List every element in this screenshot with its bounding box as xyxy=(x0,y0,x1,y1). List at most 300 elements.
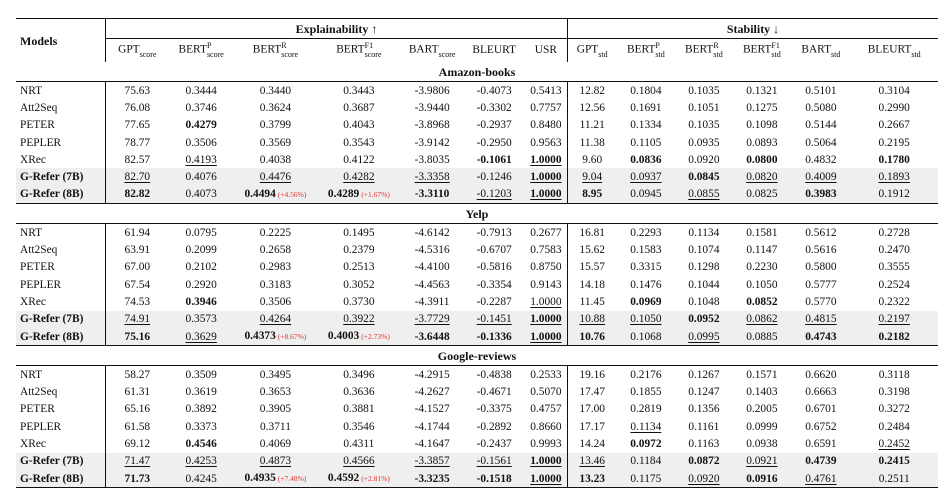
stability-value: 0.5144 xyxy=(805,119,837,132)
stability-metric-header: BLEURT std xyxy=(867,43,921,59)
stability-value: 0.1074 xyxy=(688,244,720,257)
stability-value: 0.0969 xyxy=(630,295,662,308)
explainability-value: 0.3687 xyxy=(343,101,375,114)
explainability-value: -0.1061 xyxy=(476,153,512,166)
explainability-value: 0.4476 xyxy=(234,168,317,185)
stability-value: 0.5080 xyxy=(805,101,837,114)
table-row xyxy=(16,151,938,168)
stability-value: 0.1356 xyxy=(688,403,720,416)
stability-value: 0.1691 xyxy=(630,101,662,114)
explainability-value: 61.94 xyxy=(124,226,151,239)
explainability-value: 0.3052 xyxy=(343,278,375,291)
table-row xyxy=(16,435,938,452)
explainability-value: 0.2102 xyxy=(185,261,217,274)
explainability-value: 61.58 xyxy=(124,420,151,433)
stability-value: 0.1571 xyxy=(746,368,778,381)
stability-value: 0.2452 xyxy=(878,437,910,450)
explainability-value: 0.3799 xyxy=(259,119,292,132)
stability-metric-header: BERT F1 std xyxy=(742,41,781,59)
stability-value: 0.3555 xyxy=(878,261,910,274)
model-name: G-Refer (8B) xyxy=(16,328,106,346)
explainability-value: 1.0000 xyxy=(525,470,568,488)
explainability-value: 1.0000 xyxy=(525,168,568,185)
explainability-value: 74.53 xyxy=(124,295,151,308)
explainability-metric-header: BART score xyxy=(408,43,456,59)
explainability-value: 0.2920 xyxy=(185,278,217,291)
stability-value: 0.1098 xyxy=(746,119,778,132)
explainability-value: -0.4838 xyxy=(476,368,512,381)
stability-value: 0.4739 xyxy=(791,453,850,470)
improvement-label: (+7.48%) xyxy=(277,474,307,484)
explainability-value: 0.3506 xyxy=(185,136,217,149)
explainability-value: 1.0000 xyxy=(525,186,568,204)
model-name: PEPLER xyxy=(16,276,106,293)
explainability-value: 58.27 xyxy=(124,368,151,381)
explainability-value: -0.7913 xyxy=(476,226,512,239)
stability-value: 0.2819 xyxy=(630,403,662,416)
explainability-value: -0.5816 xyxy=(476,261,512,274)
stability-value: 0.5800 xyxy=(805,261,837,274)
explainability-value: 0.4003 (+2.73%) xyxy=(317,328,400,346)
model-name: Att2Seq xyxy=(16,241,106,258)
explainability-value: -3.6448 xyxy=(401,328,464,346)
explainability-value: 1.0000 xyxy=(525,151,568,168)
explainability-value: -4.1744 xyxy=(414,420,450,433)
explainability-value: 0.3573 xyxy=(169,311,234,328)
explainability-value: 0.4311 xyxy=(343,437,375,450)
explainability-value: 0.4193 xyxy=(185,153,217,166)
explainability-value: 69.12 xyxy=(124,437,151,450)
stability-value: 0.0920 xyxy=(688,153,720,166)
stability-value: 0.2728 xyxy=(878,226,910,239)
explainability-value: 82.57 xyxy=(124,153,151,166)
explainability-value: 0.3496 xyxy=(343,368,375,381)
explainability-value: -3.8035 xyxy=(414,153,450,166)
header-group-row xyxy=(16,19,938,39)
stability-value: 0.0920 xyxy=(675,470,732,488)
stability-value: 0.1321 xyxy=(746,84,778,97)
model-name: NRT xyxy=(16,224,106,242)
stability-value: 0.5612 xyxy=(805,226,837,239)
explainability-value: 0.3543 xyxy=(343,136,375,149)
stability-value: 0.4009 xyxy=(791,168,850,185)
stability-value: 0.2293 xyxy=(630,226,662,239)
section-title: Amazon-books xyxy=(16,62,938,82)
stability-value: 0.5777 xyxy=(805,278,837,291)
explainability-value: -3.7729 xyxy=(401,311,464,328)
stability-value: 0.1051 xyxy=(688,101,720,114)
stability-value: 10.88 xyxy=(568,311,617,328)
explainability-value: -4.1647 xyxy=(414,437,450,450)
explainability-value: -4.3911 xyxy=(414,295,450,308)
stability-value: 12.82 xyxy=(579,84,606,97)
stability-value: 0.2182 xyxy=(850,328,938,346)
stability-value: 0.1804 xyxy=(630,84,662,97)
table-row xyxy=(16,134,938,151)
stability-value: 0.1134 xyxy=(688,226,720,239)
explainability-value: 0.2099 xyxy=(185,244,217,257)
stability-value: 0.0893 xyxy=(746,136,778,149)
explainability-value: 0.4043 xyxy=(343,119,375,132)
stability-value: 0.1334 xyxy=(630,119,662,132)
stability-value: 0.0820 xyxy=(732,168,791,185)
table-row xyxy=(16,366,938,384)
stability-metric-header: GPT std xyxy=(576,43,608,59)
explainability-value: -0.3375 xyxy=(476,403,512,416)
explainability-value: -3.9806 xyxy=(414,84,450,97)
table-row xyxy=(16,401,938,418)
explainability-value: -4.4100 xyxy=(414,261,450,274)
explainability-value: -0.3302 xyxy=(476,101,512,114)
explainability-value: 76.08 xyxy=(124,101,151,114)
explainability-value: 0.4873 xyxy=(234,453,317,470)
stability-value: 0.4832 xyxy=(805,153,837,166)
explainability-metric-header: BERT R score xyxy=(252,41,299,59)
stability-value: 0.3272 xyxy=(878,403,910,416)
explainability-value: 75.63 xyxy=(124,84,151,97)
table-row xyxy=(16,241,938,258)
stability-value: 0.1048 xyxy=(688,295,720,308)
stability-value: 0.2230 xyxy=(746,261,778,274)
stability-value: 14.24 xyxy=(579,437,606,450)
explainability-value: 0.9563 xyxy=(525,134,568,151)
explainability-value: 0.3624 xyxy=(259,101,292,114)
stability-value: 0.1050 xyxy=(746,278,778,291)
explainability-value: 0.3653 xyxy=(259,386,292,399)
stability-value: 11.21 xyxy=(579,119,605,132)
metric-header-row xyxy=(16,39,938,63)
explainability-value: -3.3235 xyxy=(401,470,464,488)
stability-value: 0.0938 xyxy=(746,437,778,450)
explainability-value: 61.31 xyxy=(124,386,151,399)
stability-value: 17.47 xyxy=(579,386,606,399)
stability-value: 0.3315 xyxy=(630,261,662,274)
stability-metric-header: BERT R std xyxy=(684,41,723,59)
stability-value: 0.0845 xyxy=(675,168,732,185)
stability-value: 0.0872 xyxy=(675,453,732,470)
stability-value: 0.2524 xyxy=(878,278,910,291)
results-body xyxy=(16,62,938,488)
stability-value: 0.1068 xyxy=(616,328,675,346)
explainability-value: -4.6142 xyxy=(414,226,450,239)
stability-value: 0.0855 xyxy=(675,186,732,204)
explainability-value: 0.4038 xyxy=(259,153,292,166)
model-name: G-Refer (7B) xyxy=(16,168,106,185)
explainability-value: 0.3495 xyxy=(259,368,292,381)
table-row xyxy=(16,117,938,134)
stability-value: 0.1035 xyxy=(688,84,720,97)
explainability-value: 0.4494 (+4.56%) xyxy=(234,186,317,204)
explainability-value: -0.4671 xyxy=(476,386,512,399)
model-name: NRT xyxy=(16,366,106,384)
model-name: Att2Seq xyxy=(16,99,106,116)
explainability-value: 0.8750 xyxy=(525,259,568,276)
explainability-value: 0.7583 xyxy=(525,241,568,258)
explainability-value: 0.4069 xyxy=(259,437,292,450)
explainability-value: 0.7757 xyxy=(525,99,568,116)
explainability-value: -4.2627 xyxy=(414,386,450,399)
stability-value: 0.1044 xyxy=(688,278,720,291)
explainability-value: -0.1451 xyxy=(464,311,525,328)
stability-value: 0.0862 xyxy=(732,311,791,328)
improvement-label: (+1.67%) xyxy=(361,189,390,199)
explainability-metric-header: BERT P score xyxy=(178,41,224,59)
stability-value: 0.0836 xyxy=(630,153,662,166)
section-title: Yelp xyxy=(16,204,938,224)
explainability-value: 0.4289 (+1.67%) xyxy=(317,186,400,204)
explainability-value: 0.4073 xyxy=(169,186,234,204)
explainability-value: -3.8968 xyxy=(414,119,450,132)
model-name: G-Refer (7B) xyxy=(16,311,106,328)
stability-value: 0.0921 xyxy=(732,453,791,470)
explainability-value: 0.4122 xyxy=(343,153,375,166)
section-title: Google-reviews xyxy=(16,346,938,366)
stability-value: 0.0825 xyxy=(732,186,791,204)
explainability-value: -0.6707 xyxy=(476,244,512,257)
explainability-value: -0.2287 xyxy=(476,295,512,308)
explainability-value: 0.8660 xyxy=(525,418,568,435)
explainability-value: 0.3509 xyxy=(185,368,217,381)
explainability-value: 0.3619 xyxy=(185,386,217,399)
table-row xyxy=(16,168,938,185)
stability-value: 11.38 xyxy=(579,136,605,149)
stability-value: 0.4761 xyxy=(791,470,850,488)
table-row xyxy=(16,276,938,293)
stability-value: 0.3104 xyxy=(878,84,910,97)
stability-value: 15.57 xyxy=(579,261,606,274)
stability-value: 0.1161 xyxy=(688,420,720,433)
explainability-value: -3.9142 xyxy=(414,136,450,149)
explainability-value: 0.8480 xyxy=(525,117,568,134)
results-table-container xyxy=(16,18,938,488)
explainability-value: 67.54 xyxy=(124,278,151,291)
explainability-value: 0.3444 xyxy=(185,84,217,97)
table-row xyxy=(16,293,938,310)
explainability-value: -3.3110 xyxy=(401,186,464,204)
explainability-value: 0.2379 xyxy=(343,244,375,257)
stability-value: 0.6752 xyxy=(805,420,837,433)
stability-value: 0.5770 xyxy=(805,295,837,308)
explainability-value: -0.1246 xyxy=(464,168,525,185)
stability-value: 0.0999 xyxy=(746,420,778,433)
explainability-value: -3.9440 xyxy=(414,101,450,114)
explainability-value: -0.3354 xyxy=(476,278,512,291)
explainability-value: 77.65 xyxy=(124,119,151,132)
stability-value: 0.0916 xyxy=(732,470,791,488)
stability-value: 0.0937 xyxy=(616,168,675,185)
stability-value: 0.2415 xyxy=(850,453,938,470)
explainability-metric-header: USR xyxy=(525,39,568,63)
explainability-value: 0.2677 xyxy=(525,224,568,242)
explainability-value: 0.5413 xyxy=(525,82,568,100)
stability-value: 0.5616 xyxy=(805,244,837,257)
explainability-value: 0.9143 xyxy=(525,276,568,293)
explainability-value: 0.3546 xyxy=(343,420,375,433)
stability-value: 0.6620 xyxy=(805,368,837,381)
model-name: Att2Seq xyxy=(16,383,106,400)
stability-value: 0.1163 xyxy=(688,437,720,450)
explainability-value: 0.4282 xyxy=(317,168,400,185)
stability-value: 17.00 xyxy=(579,403,606,416)
stability-value: 0.0972 xyxy=(630,437,662,450)
explainability-header: Explainability ↑ xyxy=(106,19,568,39)
stability-value: 0.2470 xyxy=(878,244,910,257)
explainability-value: 0.3892 xyxy=(185,403,217,416)
stability-header: Stability ↓ xyxy=(568,19,938,39)
improvement-label: (+2.73%) xyxy=(361,332,390,341)
explainability-value: -3.3358 xyxy=(401,168,464,185)
explainability-value: 1.0000 xyxy=(525,293,568,310)
explainability-value: 0.3629 xyxy=(169,328,234,346)
stability-value: 0.5064 xyxy=(805,136,837,149)
stability-value: 0.1175 xyxy=(616,470,675,488)
explainability-value: 0.2658 xyxy=(259,244,292,257)
explainability-value: 1.0000 xyxy=(525,311,568,328)
model-name: NRT xyxy=(16,82,106,100)
table-row xyxy=(16,224,938,242)
explainability-value: 0.3922 xyxy=(317,311,400,328)
stability-value: 0.1912 xyxy=(850,186,938,204)
explainability-value: -4.1527 xyxy=(414,403,450,416)
stability-value: 0.2005 xyxy=(746,403,778,416)
stability-value: 10.76 xyxy=(568,328,617,346)
stability-value: 13.23 xyxy=(568,470,617,488)
explainability-value: -0.2937 xyxy=(476,119,512,132)
model-name: XRec xyxy=(16,435,106,452)
stability-value: 0.1476 xyxy=(630,278,662,291)
explainability-value: 0.3636 xyxy=(343,386,375,399)
stability-value: 17.17 xyxy=(579,420,606,433)
explainability-value: 0.2225 xyxy=(259,226,292,239)
stability-value: 0.2197 xyxy=(850,311,938,328)
explainability-value: -3.3857 xyxy=(401,453,464,470)
explainability-value: -4.4563 xyxy=(414,278,450,291)
stability-value: 0.4815 xyxy=(791,311,850,328)
explainability-value: -0.2892 xyxy=(476,420,512,433)
stability-value: 0.1583 xyxy=(630,244,662,257)
stability-value: 0.1035 xyxy=(688,119,720,132)
stability-value: 0.1184 xyxy=(616,453,675,470)
stability-value: 0.2195 xyxy=(878,136,910,149)
explainability-value: 0.3506 xyxy=(259,295,292,308)
stability-value: 0.6701 xyxy=(805,403,837,416)
explainability-value: 0.3881 xyxy=(343,403,375,416)
stability-value: 0.2990 xyxy=(878,101,910,114)
explainability-value: 0.4076 xyxy=(169,168,234,185)
stability-value: 16.81 xyxy=(579,226,606,239)
table-row xyxy=(16,186,938,204)
explainability-value: 0.5070 xyxy=(525,383,568,400)
stability-value: 8.95 xyxy=(568,186,617,204)
model-name: PETER xyxy=(16,259,106,276)
explainability-value: 0.3443 xyxy=(343,84,375,97)
stability-value: 14.18 xyxy=(579,278,606,291)
stability-value: 0.2322 xyxy=(878,295,910,308)
stability-value: 0.2667 xyxy=(878,119,910,132)
stability-value: 19.16 xyxy=(579,368,606,381)
stability-value: 0.1581 xyxy=(746,226,778,239)
explainability-value: 0.0795 xyxy=(185,226,217,239)
stability-value: 0.0945 xyxy=(616,186,675,204)
section-header-row xyxy=(16,62,938,82)
table-row xyxy=(16,328,938,346)
explainability-value: 63.91 xyxy=(124,244,151,257)
explainability-value: 0.3440 xyxy=(259,84,292,97)
section-header-row xyxy=(16,346,938,366)
stability-value: 0.4743 xyxy=(791,328,850,346)
stability-value: 9.04 xyxy=(568,168,617,185)
model-name: PETER xyxy=(16,117,106,134)
explainability-value: 82.82 xyxy=(106,186,169,204)
stability-value: 9.60 xyxy=(582,153,603,166)
explainability-value: 0.4546 xyxy=(185,437,217,450)
explainability-value: -0.1518 xyxy=(464,470,525,488)
stability-value: 0.0800 xyxy=(746,153,778,166)
stability-value: 0.6663 xyxy=(805,386,837,399)
explainability-value: 0.2983 xyxy=(259,261,292,274)
explainability-value: 0.4373 (+8.67%) xyxy=(234,328,317,346)
explainability-value: -4.5316 xyxy=(414,244,450,257)
section-header-row xyxy=(16,204,938,224)
explainability-value: 0.3730 xyxy=(343,295,375,308)
table-row xyxy=(16,418,938,435)
stability-metric-header: BART std xyxy=(801,43,841,59)
explainability-value: 0.3373 xyxy=(185,420,217,433)
explainability-value: 0.1495 xyxy=(343,226,375,239)
stability-value: 0.0995 xyxy=(675,328,732,346)
stability-value: 0.2176 xyxy=(630,368,662,381)
explainability-value: 0.3183 xyxy=(259,278,292,291)
results-table xyxy=(16,18,938,488)
model-name: G-Refer (7B) xyxy=(16,453,106,470)
table-row xyxy=(16,453,938,470)
stability-value: 0.3198 xyxy=(878,386,910,399)
stability-value: 0.3983 xyxy=(791,186,850,204)
stability-value: 0.2511 xyxy=(850,470,938,488)
stability-metric-header: BERT P std xyxy=(626,41,665,59)
table-row xyxy=(16,470,938,488)
explainability-value: -0.1203 xyxy=(464,186,525,204)
stability-value: 0.0852 xyxy=(746,295,778,308)
stability-value: 0.1780 xyxy=(878,153,910,166)
explainability-value: -0.1561 xyxy=(464,453,525,470)
explainability-value: 0.4245 xyxy=(169,470,234,488)
stability-value: 0.1275 xyxy=(746,101,778,114)
stability-value: 0.1298 xyxy=(688,261,720,274)
explainability-value: 0.4592 (+2.81%) xyxy=(317,470,400,488)
table-row xyxy=(16,383,938,400)
explainability-value: 71.73 xyxy=(106,470,169,488)
explainability-value: 67.00 xyxy=(124,261,151,274)
explainability-value: -0.2437 xyxy=(476,437,512,450)
stability-value: 0.3118 xyxy=(878,368,910,381)
stability-value: 0.1403 xyxy=(746,386,778,399)
model-name: G-Refer (8B) xyxy=(16,470,106,488)
explainability-metric-header: BLEURT xyxy=(472,44,516,56)
table-row xyxy=(16,99,938,116)
explainability-value: 0.4253 xyxy=(169,453,234,470)
explainability-value: 0.4935 (+7.48%) xyxy=(234,470,317,488)
stability-value: 12.56 xyxy=(579,101,606,114)
improvement-label: (+8.67%) xyxy=(277,332,307,341)
stability-value: 0.1247 xyxy=(688,386,720,399)
explainability-value: 0.3946 xyxy=(185,295,217,308)
stability-value: 0.1147 xyxy=(746,244,778,257)
table-row xyxy=(16,259,938,276)
explainability-value: 0.4566 xyxy=(317,453,400,470)
explainability-value: -0.1336 xyxy=(464,328,525,346)
explainability-value: 0.4757 xyxy=(525,401,568,418)
